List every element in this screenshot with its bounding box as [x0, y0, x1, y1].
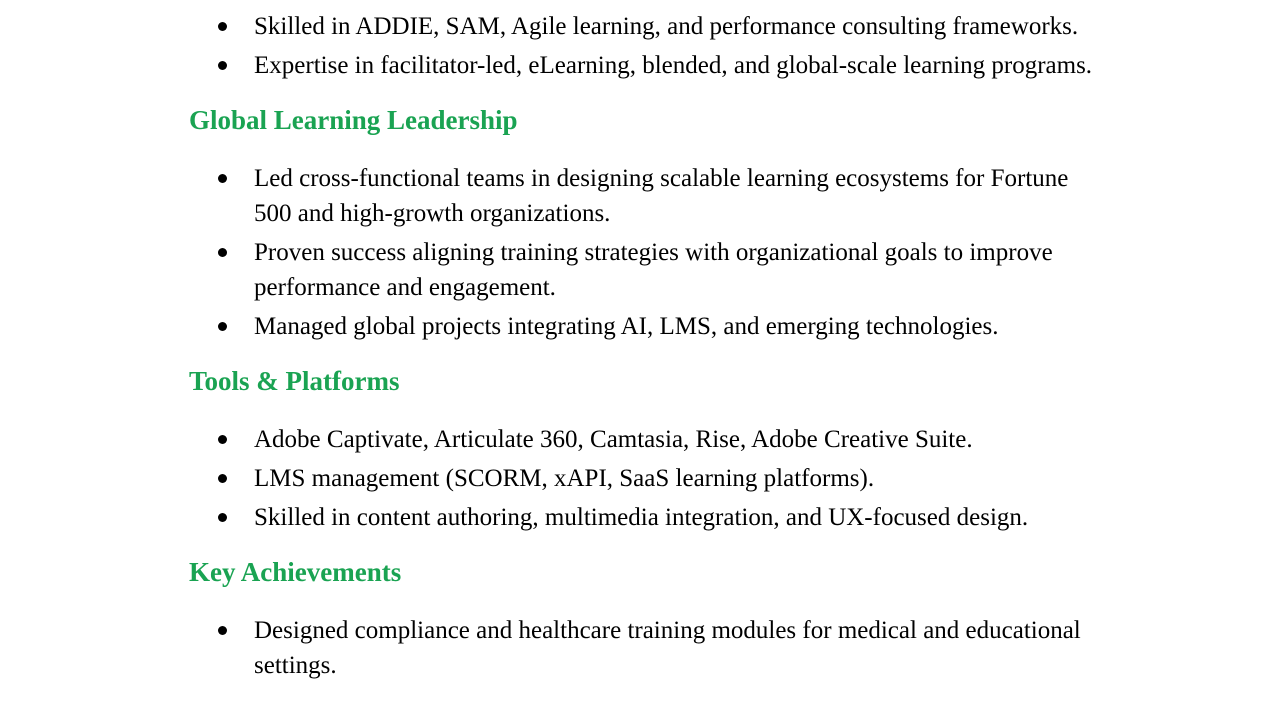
list-item [189, 235, 1109, 305]
list-item [189, 309, 1109, 344]
section-heading-tools-platforms: Tools & Platforms [189, 366, 400, 396]
list-item-text: LMS management (SCORM, xAPI, SaaS learning platforms). [254, 465, 875, 492]
list-item [189, 461, 1109, 496]
list-item [189, 500, 1109, 535]
intro-list [189, 0, 1109, 83]
list-item [189, 9, 1109, 44]
global-learning-leadership-list [189, 161, 1109, 344]
bullet-icon [218, 61, 227, 70]
bullet-icon [218, 435, 227, 444]
list-item [189, 0, 1109, 5]
key-achievements-list [189, 613, 1109, 683]
list-item-text: Skilled in ADDIE, SAM, Agile learning, and performance consulting frameworks. [254, 13, 1079, 40]
document-content [189, 0, 1109, 687]
list-item [189, 161, 1109, 231]
section-heading-global-learning-leadership: Global Learning Leadership [189, 105, 518, 135]
list-item-text: Proven success aligning training strategies with organizational goals to improve performance and engagement. [254, 239, 1053, 301]
tools-platforms-list [189, 422, 1109, 535]
list-item-text: Expertise in facilitator-led, eLearning, blended, and global-scale learning programs. [254, 52, 1093, 79]
bullet-icon [218, 174, 227, 183]
list-item [189, 422, 1109, 457]
bullet-icon [218, 322, 227, 331]
list-item-text: Led cross-functional teams in designing scalable learning ecosystems for Fortune 500 and high-growth organizations. [254, 165, 1069, 227]
list-item-text: Managed global projects integrating AI, LMS, and emerging technologies. [254, 313, 999, 340]
list-item [189, 48, 1109, 83]
section-heading-key-achievements: Key Achievements [189, 557, 402, 587]
list-item-text: Designed compliance and healthcare training modules for medical and educational settings. [254, 617, 1081, 679]
bullet-icon [218, 248, 227, 257]
list-item-text: Skilled in content authoring, multimedia integration, and UX-focused design. [254, 504, 1029, 531]
list-item-text: Adobe Captivate, Articulate 360, Camtasia, Rise, Adobe Creative Suite. [254, 426, 973, 453]
bullet-icon [218, 22, 227, 31]
bullet-icon [218, 626, 227, 635]
bullet-icon [218, 513, 227, 522]
bullet-icon [218, 474, 227, 483]
list-item [189, 613, 1109, 683]
list-item-text [254, 0, 423, 1]
